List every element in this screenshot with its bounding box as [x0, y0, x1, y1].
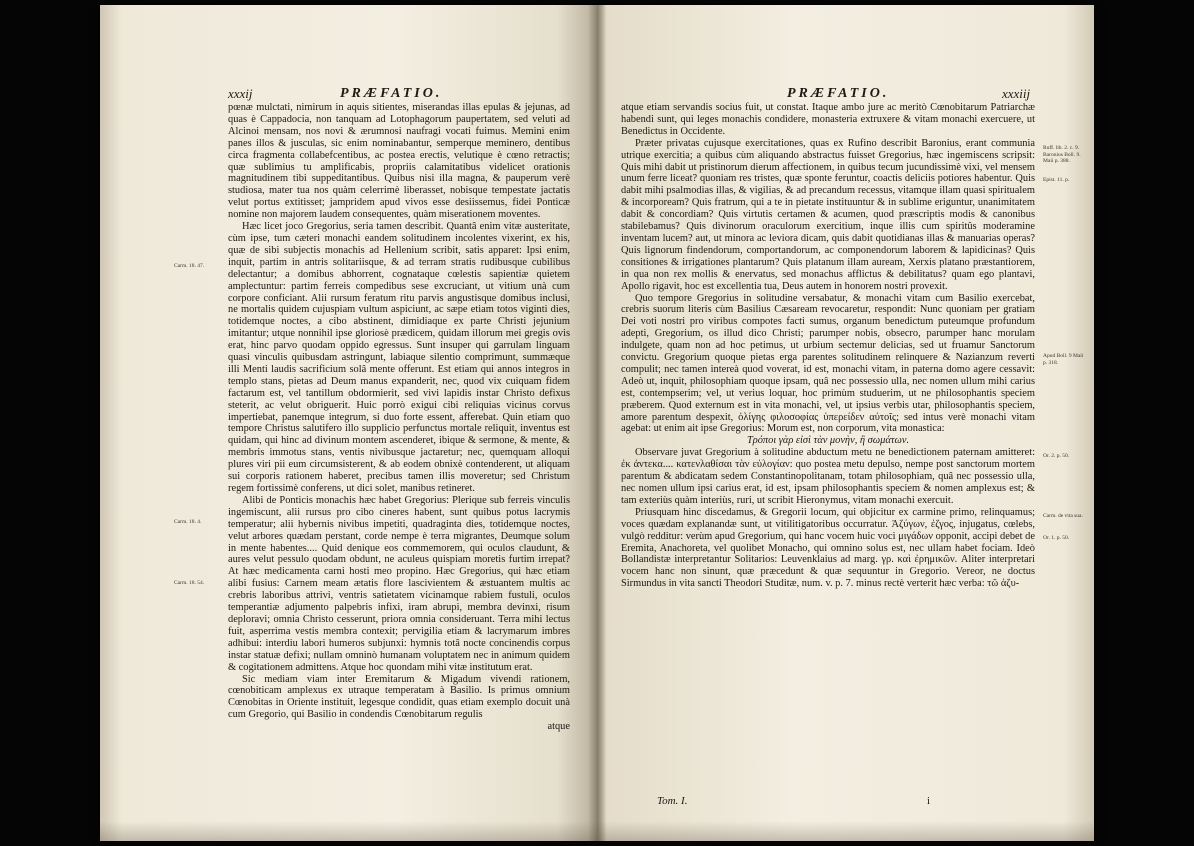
left-margin-note-3: Carm. 18. 54. — [174, 580, 205, 586]
right-body-text — [621, 102, 1035, 782]
right-greek-verse: Τρόποι γὰρ εἰσὶ τὰν μονὴν, ἢ σωμάτων. — [746, 435, 910, 447]
left-page-number: xxxij — [228, 86, 253, 101]
right-page-number: xxxiij — [1002, 86, 1031, 101]
right-margin-note-2: Epist. 11. p. — [1043, 177, 1070, 183]
left-page — [100, 5, 597, 841]
right-page — [597, 5, 1094, 841]
right-margin-note-4: Or. 2. p. 50. — [1043, 453, 1070, 459]
right-paragraph-5: Observare juvat Gregorium à solitudine abductum metu ne benedictionem paternam amitteret: ἐκ ἀντεκα.... κατενλαθίσαι τὰν εὐλογίαν: quo postea metu depulso, nempe post sanctorum mortem parentum & abdicatam sedem Constantinopolitanam, totam philosophiam, quâ nec possessio ulla, nec nomen ullum ipsi carius erat, id est, ipsam philosophantis speciem & nomen amplexus est; & tam exteriùs quàm interiùs, ruri, ut scribit Hieronymus, vitam monachi exercuit. — [621, 447, 1035, 506]
right-footer-signature: i — [927, 795, 931, 807]
left-paragraph-3: Alibi de Ponticis monachis hæc habet Gregorius: Plerique sub ferreis vinculis ingemiscunt, alii rursus pro cibo cineres habent, sunt quibus potus lacrymis temperatur; alii hybernis nivibus impetiti, quadraginta dies, totidemque noctes, velut arbores quædam perstant, corde nempe è terra migrantes, Deumque solum in mente habentes.... Quid denique eos commemorem, qui oculos claudunt, & aures velut pessulo quodam obdunt, ne aculeus quispiam moretis furtim irrepat? At hæc medicamenta carni hosti meo propino. Hæc Gregorius, qui hæc etiam alibi fusius: Carnem meam ætatis flore lascivientem & æstuantem multis ac crebris laboribus attrivi, ventris satietatem vicinamque rabiem fustuli, oculos temperantiæ adjumento palpebris infixi, iram abrupi, membra devinxi, risum deploravi; omnia Christo cesserunt, priora omnia consideruant. Terra mihi lectus fuit, asperrima vestis membra contexit; pervigilia etiam & lacrymarum imbres adhibui: interdiu labori humeros subjunxi: hymnis totâ nocte concinendis corpus instar statuæ defixi; nullam omninò humanam voluptatem nec in animum quidem & cogitationem admittens. Atque hoc quondam mihi vitæ institutum erat. — [228, 494, 570, 673]
left-paragraph-4: Sic mediam viam inter Eremitarum & Migadum vivendi rationem, cœnobiticam amplexus ex utraque temperatam à Basilio. Is primus omnium Cœnobitas in Oriente instituit, legesque condidit, quas etiam exemplo docuit unà cum Gregorio, qui Basilio in condendis Cœnobitarum regulis — [228, 673, 570, 721]
left-paragraph-2: Hæc licet joco Gregorius, seria tamen describit. Quantâ enim vitæ austeritate, cùm ipse, tum cæteri monachi eandem solitudinem incolentes vixerint, ex his, quæ de sibi subjectis monachis ad Hellenium scribit, satis apparet: Ipsi enim, inquit, partim in antris solitariisque, & ad terram stratis rudibusque cubilibus delectantur; a domibus abhorrent, cognataque cœlestis sapientiæ quietem amplectuntur: partim ferreis compedibus sese excruciant, ut vitium unà cum corpore conficiant. Alii rursum feratum ritu parvis angustisque domibus inclusi, ne mortalis quidem cujuspiam vultum aspiciunt, ac sæpe etiam totos viginti dies, totidemque noctes, a cibo abstinent, dimidiaque ex parte Christi jejunium imitantur; utque nonnihil ipse gloriosè prædicem, quidam illorum mei gregis ovis erat, hinc parvo quodam oppido egressus. Sunt insuper qui garrulam linguam quasi vinculis quibusdam astringunt, labiaque silentio comprimunt, summæque illi Menti laudis sacrificium solâ mente offerunt. Est etiam qui annos integros in templo stans, pietas ad Deum manus expanderit, nec, quod vix cuiquam fidem factarum est, vel tantillum obdormierit, sed vivi lapidis instar Christo defixus steterit, ac velut obriguerit. Huic porrò exigui cibi reliquias vicinus corvus impertiebat, panemque integrum, si duo forte essent, afferebat. Quin etiam quo tempore Christus salutifero illo supplicio perfunctus mortale reliquit, inventus est quidam, qui hinc ad divinum montem ascenderet, ibique & sermone, & mente, & membris immotus stans, ventis nivibusque jactaretur; nec, quemquam alloqui plures viri pii eum circumsisterent, & ab eodem obnixè contenderent, ut aliquam sui corporis rationem haberet, precibus tamen illis moveretur; sed Christum regem fortissimè conferens, ut dici solet, manibus retineret. — [228, 221, 570, 494]
right-footer-volume: Tom. I. — [657, 795, 688, 807]
right-margin-note-3: Apud Boll. 9 Maii p. 318. — [1043, 353, 1084, 366]
open-book — [100, 5, 1094, 841]
left-margin-note-2: Carm. 18. 4. — [174, 519, 202, 525]
book-gutter — [588, 5, 606, 841]
left-body-text — [228, 102, 570, 802]
right-page-shade — [597, 821, 1094, 841]
right-paragraph-6: Priusquam hinc discedamus, & Gregorii locum, qui objicitur ex carmine primo, relinquamus; voces quædam explanandæ sunt, ut vitilitigatoribus occurratur. Ἀζύγων, ἐζγος, injugatus, cœlebs, vulgò redditur: verùm apud Gregorium, qui hanc vocem huic voci μιγάδων opponit, accipi debet de Eremita, Anachoreta, vel quolibet Monacho, qui omnino solus est, nec ullam habet fociam. Ideò Bollandistæ interpretantur Solitarios: Leuvenklaius ad marg. γρ. καὶ ἐρημικῶν. Aliter interpretari vocem hanc non sinunt, quæ præcedunt & quæ sequuntur in Gregorio. Vereor, ne doctus Sirmundus in vita sancti Theodori Studitæ, num. v. p. 7. minus rectè verterit hæc verba: τῶ ἀζυ- — [621, 506, 1035, 590]
left-paragraph-1: pœnæ mulctati, nimirum in aquis sitientes, miserandas illas epulas & jejunas, ad quas è Cappadocia, non tanquam ad Lotophagorum paupertatem, sed veluti ad Alcinoi mensam, nos novi & ærumnosi naufragi vocati fuimus. Memini enim panes illos & jusculas, sic enim nominabantur, semperque meminero, dentibus circa fragmenta collabefcentibus, ac postea erectis, velutique è cœno retractis; quæ sublimius tu amplificabis, propriis calamitatibus videlicet orationis magnitudinem tibi suppeditantibus. Quibus nisi illa magna, & pauperum verè studiosa, mater tua nos quàm celerrimè liberasset, nobisque tempestate jactatis velut portus extitisset; jampridem apud vivos esse desiissemus, fidei Ponticæ nomine non majorem laudem consequentes, quàm miserationem moventes. — [228, 102, 570, 221]
left-running-title: PRÆFATIO. — [340, 86, 443, 101]
right-paragraph-1: atque etiam servandis socius fuit, ut constat. Itaque ambo jure ac meritò Cœnobitarum Patriarchæ habendi sunt, qui leges monachis condidere, monasteria extruxere & vitam monachi exercuere, ut Benedictus in Occidente. — [621, 102, 1035, 137]
left-margin-note-1: Carm. 18. 47. — [174, 263, 205, 269]
right-paragraph-3: Quo tempore Gregorius in solitudine versabatur, & monachi vitam cum Basilio exercebat, crebris suorum literis cùm Basilius Cæsaream revocaretur, respondit: Nunc quoniam per gratiam Dei voti nostri pro viribus compotes facti sumus, organum benedictum puteumque profundum adepti, Gregorium, os illud dico Christi; parumper nobis, obsecro, parumper hanc morulam indulgete, quam non ad hoc petimus, ut urbium sectemur delicias, sed ut fruamur Sanctorum convictu. Gregorium quoque pietas erga parentes solitudinem relinquere & Nazianzum reverti compulit; nec tamen intereà quod voverat, id est, monachi vitam, in paterna domo agere cessavit: Adeò ut, inquit, philosophiam quoque ipsam, quâ nec possessio ulla, nec nomen ullum mihi carius est, contempserim; vel, ut verius loquar, hoc primùm studuerim, ut ne philosophantis speciem præberem. Quod externum est in vita monachi, vel, ut ipsius verbis utar, philosophantis speciem, amore parentum despexit, ὀλίγης φιλοσοφίας ὑπερείδεν αὐτοῖς; sed intus verè monachi vitam agebat: ut enim ait ipse Gregorius: Morum est, non corporum, vita monastica: — [621, 292, 1035, 435]
right-margin-note-6: Or. 1. p. 50. — [1043, 535, 1070, 541]
left-page-shade — [100, 821, 597, 841]
right-paragraph-2: Præter privatas cujusque exercitationes, quas ex Rufino describit Baronius, erant communia utrique exercitia; a quibus cùm aliquando abstractus fuisset Gregorius, hæc ingemiscens scripsit: Quis mihi dabit ut pristinorum dierum affectionem, in quibus tecum jucundissimè vixi, vel mensem unum ferre liceat? quoniam res tristes, quæ sponte feruntur, coactis deliciis potiores habentur. Quis dabit mihi psalmodias illas, & vigilias, & ad precandum recessus, vitamque illam quasi spiritualem & incorpoream? Quis fratrum, qui a te in pietate instituuntur & in sublime eriguntur, unanimitatem dabit & concordiam? Quis virtutis certamen & acumen, quod præscriptis modis & canonibus stabilebamus? Quis divinorum oraculorum exercitium, inque illis cum spiritûs moderamine inventam lucem? aut, ut minora ac leviora dicam, quis dabit quotidianas illas & manuarias operas? Quis lignorum findendorum, comportandorum, ac componendorum laborem & lapidicinas? Quis consitiones & irrigationes plantarum? Quis platanum illam auream, Xerxis platano præstantiorem, in qua non rex mollis & enervatus, sed monachus afflictus & debilitatus? quam ego plantavi, Apollo rigavit, hoc est excellentia tua, Deus autem in honorem nostri provexit. — [621, 137, 1035, 292]
right-margin-note-1: Ruff. lib. 2. c. 9. Baronius Boll. 9. Maii p. 388. — [1043, 145, 1081, 164]
right-running-title: PRÆFATIO. — [787, 86, 890, 101]
right-margin-note-5: Carm. de vita sua. — [1043, 513, 1083, 519]
left-catchword: atque — [547, 721, 570, 733]
